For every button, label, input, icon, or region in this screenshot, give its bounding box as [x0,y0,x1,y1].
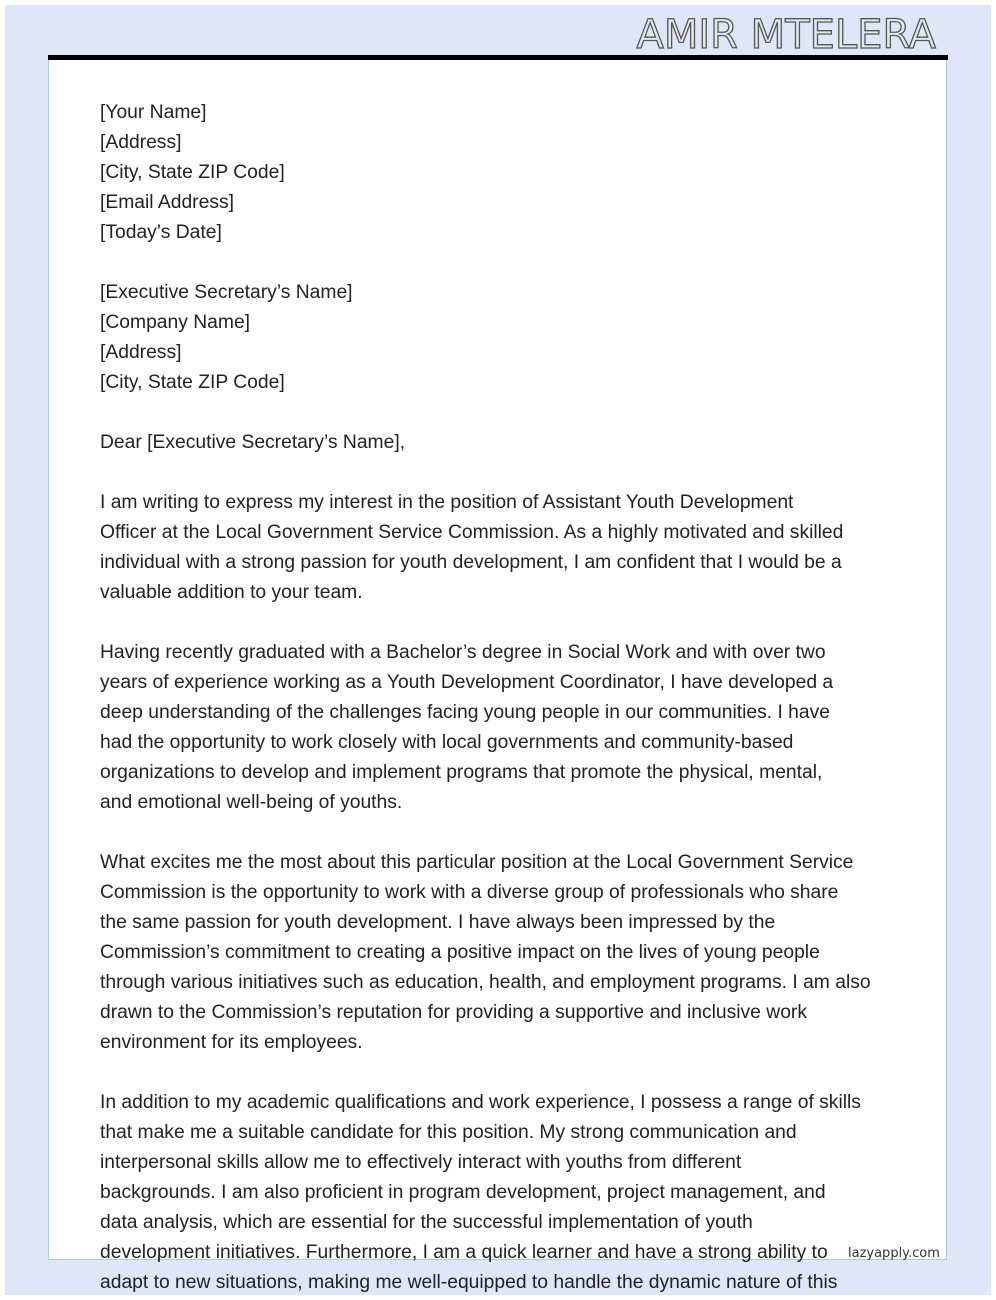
paragraph-line: adapt to new situations, making me well-equipped to handle the dynamic nature of this [100,1272,838,1293]
recipient-line: [Address] [100,342,182,363]
paragraph-line: What excites me the most about this particular position at the Local Government Service [100,852,854,873]
paragraph-line: interpersonal skills allow me to effectively interact with youths from different [100,1152,742,1173]
paragraph-gap [100,1058,871,1088]
paragraph-line: that make me a suitable candidate for this position. My strong communication and [100,1122,797,1143]
sender-line: [Address] [100,132,182,153]
paragraph-line: backgrounds. I am also proficient in program development, project management, and [100,1182,826,1203]
paragraph-gap [100,398,871,428]
paragraph-line: had the opportunity to work closely with local governments and community-based [100,732,794,753]
paragraph-line: Having recently graduated with a Bachelor’s degree in Social Work and with over two [100,642,826,663]
paragraph-line: Officer at the Local Government Service Commission. As a highly motivated and skilled [100,522,844,543]
letter-body [100,98,871,1298]
sender-line: [Your Name] [100,102,207,123]
paragraph-line: development initiatives. Furthermore, I am a quick learner and have a strong ability to [100,1242,828,1263]
paragraph-line: years of experience working as a Youth Development Coordinator, I have developed a [100,672,834,693]
paragraph-gap [100,458,871,488]
paragraph-line: In addition to my academic qualifications and work experience, I possess a range of skills [100,1092,861,1113]
paragraph-gap [100,608,871,638]
paragraph-line: environment for its employees. [100,1032,363,1053]
paragraph-line: data analysis, which are essential for the successful implementation of youth [100,1212,753,1233]
watermark: lazyapply.com [848,1246,940,1261]
recipient-line: [Executive Secretary’s Name] [100,282,353,303]
paragraph-line: drawn to the Commission’s reputation for providing a supportive and inclusive work [100,1002,807,1023]
paragraph-line: Commission is the opportunity to work with a diverse group of professionals who share [100,882,839,903]
recipient-line: [Company Name] [100,312,251,333]
paragraph-line: I am writing to express my interest in the position of Assistant Youth Development [100,492,794,513]
paragraph-line: valuable addition to your team. [100,582,363,603]
applicant-name-header: AMIR MTELERA [636,12,936,58]
sender-line: [City, State ZIP Code] [100,162,285,183]
salutation: Dear [Executive Secretary’s Name], [100,432,406,453]
paragraph-gap [100,248,871,278]
paragraph-line: Commission’s commitment to creating a positive impact on the lives of young people [100,942,820,963]
paragraph-line: the same passion for youth development. I have always been impressed by the [100,912,776,933]
sender-line: [Email Address] [100,192,234,213]
paragraph-line: organizations to develop and implement programs that promote the physical, mental, [100,762,823,783]
sender-line: [Today’s Date] [100,222,222,243]
paragraph-line: through various initiatives such as education, health, and employment programs. I am also [100,972,871,993]
recipient-line: [City, State ZIP Code] [100,372,285,393]
paragraph-gap [100,818,871,848]
paragraph-line: deep understanding of the challenges facing young people in our communities. I have [100,702,830,723]
paragraph-line: and emotional well-being of youths. [100,792,403,813]
paragraph-line: individual with a strong passion for youth development, I am confident that I would be a [100,552,842,573]
